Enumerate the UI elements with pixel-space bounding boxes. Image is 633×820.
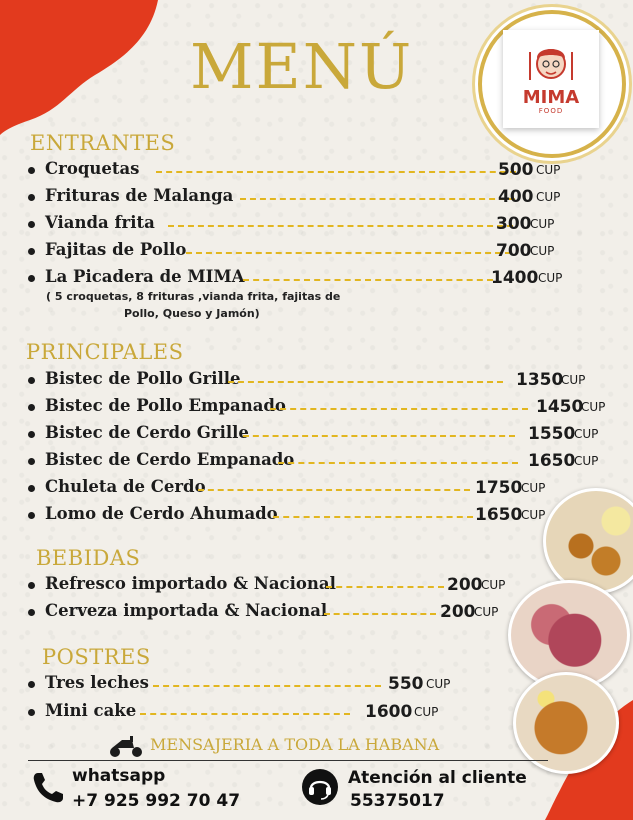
item-currency: CUP	[574, 427, 599, 441]
item-name: Mini cake	[45, 701, 137, 720]
list-item	[28, 701, 508, 725]
list-item	[28, 267, 588, 291]
item-name: Bistec de Pollo Empanado	[45, 396, 286, 415]
item-price: 1350	[516, 370, 564, 390]
list-item	[28, 369, 608, 393]
item-price: 1450	[536, 397, 584, 417]
item-name: Lomo de Cerdo Ahumado	[45, 504, 278, 523]
item-currency: CUP	[530, 244, 555, 258]
list-item	[28, 423, 608, 447]
list-item	[28, 673, 508, 697]
item-name: Chuleta de Cerdo	[45, 477, 206, 496]
logo-brand: MIMA	[522, 87, 580, 108]
item-currency: CUP	[530, 217, 555, 231]
list-item	[28, 213, 588, 237]
footer-divider	[28, 760, 548, 761]
delivery-banner: MENSAJERIA A TODA LA HABANA	[150, 735, 440, 754]
item-price: 1400	[491, 268, 539, 288]
item-price: 1550	[528, 424, 576, 444]
item-description: ( 5 croquetas, 8 frituras ,vianda frita, fajitas de	[46, 290, 341, 303]
item-currency: CUP	[581, 400, 606, 414]
item-currency: CUP	[481, 578, 506, 592]
list-item	[28, 186, 588, 210]
item-name: La Picadera de MIMA	[45, 267, 245, 286]
list-item	[28, 574, 528, 598]
section-title-bebidas: BEBIDAS	[36, 546, 141, 570]
scooter-icon	[108, 734, 144, 758]
item-name: Refresco importado & Nacional	[45, 574, 336, 593]
whatsapp-label: whatsapp	[72, 766, 166, 786]
item-price: 1750	[475, 478, 523, 498]
list-item	[28, 601, 528, 625]
list-item	[28, 396, 608, 420]
chef-grandma-icon	[528, 42, 574, 84]
item-currency: CUP	[414, 705, 439, 719]
phone-icon	[32, 770, 66, 804]
item-currency: CUP	[426, 677, 451, 691]
item-price: 300	[496, 214, 532, 234]
item-currency: CUP	[521, 508, 546, 522]
list-item	[28, 159, 588, 183]
item-name: Bistec de Pollo Grille	[45, 369, 241, 388]
logo-subtitle: FOOD	[538, 107, 564, 115]
item-name: Fajitas de Pollo	[45, 240, 187, 259]
section-title-principales: PRINCIPALES	[26, 340, 184, 364]
breaded-steak-photo	[513, 672, 619, 774]
item-currency: CUP	[536, 190, 561, 204]
item-currency: CUP	[536, 163, 561, 177]
item-price: 400	[498, 187, 534, 207]
list-item	[28, 504, 608, 528]
item-name: Croquetas	[45, 159, 140, 178]
item-currency: CUP	[574, 454, 599, 468]
section-title-entrantes: ENTRANTES	[30, 131, 176, 155]
menu-title: MENÚ	[190, 30, 414, 103]
list-item	[28, 450, 608, 474]
item-currency: CUP	[521, 481, 546, 495]
item-price: 200	[447, 575, 483, 595]
item-name: Bistec de Cerdo Empanado	[45, 450, 295, 469]
item-price: 1600	[365, 702, 413, 722]
item-currency: CUP	[474, 605, 499, 619]
headset-icon	[302, 769, 338, 805]
item-name: Cerveza importada & Nacional	[45, 601, 328, 620]
item-name: Bistec de Cerdo Grille	[45, 423, 249, 442]
item-price: 1650	[528, 451, 576, 471]
item-description: Pollo, Queso y Jamón)	[124, 307, 260, 320]
section-title-postres: POSTRES	[42, 645, 151, 669]
item-name: Vianda frita	[45, 213, 155, 232]
item-name: Tres leches	[45, 673, 149, 692]
item-price: 500	[498, 160, 534, 180]
item-price: 550	[388, 674, 424, 694]
support-label: Atención al cliente	[348, 768, 527, 788]
list-item	[28, 477, 608, 501]
item-currency: CUP	[538, 271, 563, 285]
item-price: 1650	[475, 505, 523, 525]
item-name: Frituras de Malanga	[45, 186, 234, 205]
item-price: 700	[496, 241, 532, 261]
item-price: 200	[440, 602, 476, 622]
support-number[interactable]: 55375017	[350, 791, 445, 811]
item-currency: CUP	[561, 373, 586, 387]
list-item	[28, 240, 588, 264]
whatsapp-number[interactable]: +7 925 992 70 47	[72, 791, 241, 811]
